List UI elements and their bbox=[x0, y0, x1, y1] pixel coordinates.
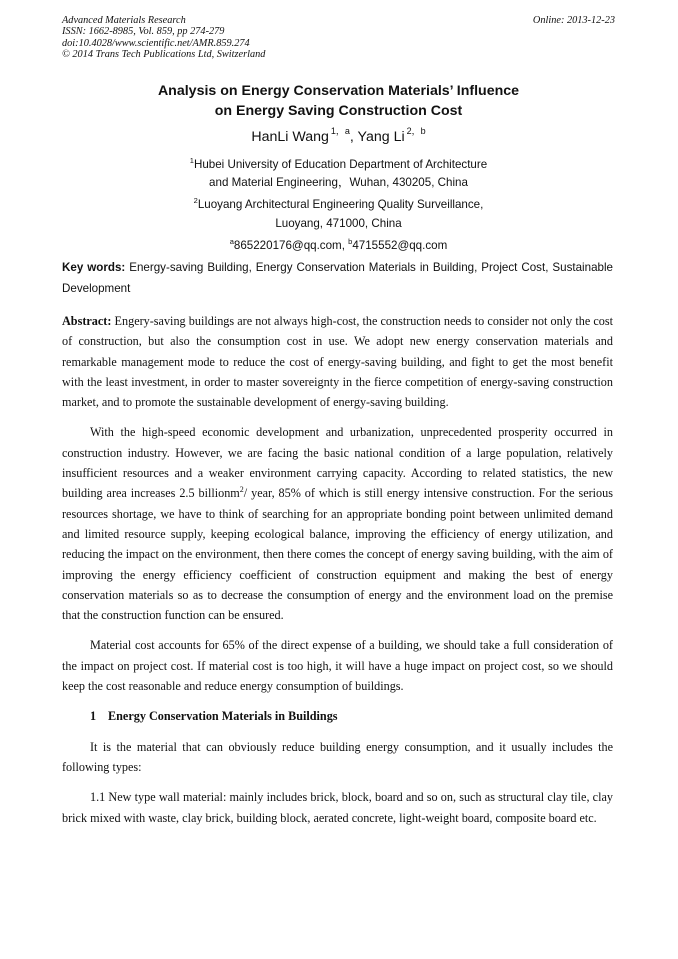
paragraph-material-cost: Material cost accounts for 65% of the direct expense of a building, we should take a full consideration of the impact on project cost. If material cost is too high, it will have a huge impact on project cost, so we should keep the cost reasonable and reduce energy consumption of buildings. bbox=[62, 638, 613, 694]
doi-line: doi:10.4028/www.scientific.net/AMR.859.274 bbox=[62, 37, 250, 49]
copyright-line: © 2014 Trans Tech Publications Ltd, Switzerland bbox=[62, 49, 266, 61]
keywords bbox=[62, 258, 613, 299]
title-line-2: on Energy Saving Construction Cost bbox=[214, 102, 463, 119]
keywords-text: Energy-saving Building, Energy Conservation Materials in Building, Project Cost, Sustainable Development bbox=[62, 261, 613, 295]
page-header bbox=[62, 15, 615, 61]
section-heading bbox=[62, 706, 613, 726]
paper-title bbox=[62, 82, 615, 121]
abstract-label: Abstract: bbox=[62, 314, 112, 328]
body-text bbox=[62, 311, 613, 838]
email-line bbox=[62, 233, 615, 255]
email-a: 865220176@qq.com, bbox=[233, 238, 349, 252]
journal-name: Advanced Materials Research bbox=[62, 15, 186, 26]
author-2-name: Yang Li bbox=[357, 129, 405, 145]
section-title: Energy Conservation Materials in Buildings bbox=[108, 709, 338, 724]
author-1-name: HanLi Wang bbox=[251, 129, 329, 145]
affiliation-1-line-2: and Material Engineering，Wuhan, 430205, China bbox=[209, 176, 468, 190]
section-number: 1 bbox=[90, 709, 97, 724]
email-b-mark: b bbox=[348, 236, 353, 246]
paragraph-intro: With the high-speed economic development and urbanization, unprecedented prosperity occurred in construction industry. However, we are facing the basic national condition of a large population, relatively insufficient resources and a weaker environment carrying capacity. According to related statistics, the new building area increases 2.5 billionm$^2$/ year, 85% of which is still energy intensive construction. For the serious resources shortage, we have to think of searching for an appropriate bonding point between unlimited demand and limited resource supply, keeping ecological balance, improving the efficiency of energy utilization, and reducing the impact on the environment, then there comes the concept of energy saving building, with the aim of improving the energy efficiency coefficient of construction equipment and making the best of energy conservation materials so as to decrease the consumption of energy and the environment load on the premise that the construction function can be ensured. bbox=[62, 425, 613, 623]
email-b: 4715552@qq.com bbox=[352, 238, 448, 252]
email-a-mark: a bbox=[229, 236, 234, 246]
online-date: Online: 2013-12-23 bbox=[532, 15, 615, 26]
author-2-affil-mark: 2，b bbox=[406, 126, 426, 136]
affiliation-2-mark: 2 bbox=[193, 196, 198, 206]
paragraph-section-intro: It is the material that can obviously reduce building energy consumption, and it usually includes the following types: bbox=[62, 739, 613, 774]
affiliation-1-line-1: $^1$Hubei University of Education Department of Architecture bbox=[189, 156, 488, 171]
author-list bbox=[62, 124, 615, 145]
abstract bbox=[62, 311, 613, 412]
superscript-2: 2 bbox=[239, 485, 244, 495]
abstract-text: Engery-saving buildings are not always high-cost, the construction needs to consider not only the cost of construction, but also the consumption cost in use. We adopt new energy conservation materials and remarkable management mode to reduce the cost of energy-saving building, and fight to get the most benefit with the least investment, in order to master sovereignty in the fierce competition of energy-saving construction market, and to promote the sustainable development of energy-saving building. bbox=[62, 314, 613, 410]
issn-line: ISSN: 1662-8985, Vol. 859, pp 274-279 bbox=[62, 26, 225, 38]
author-separator: , bbox=[349, 129, 358, 145]
affiliation-2-line-1: $^2$Luoyang Architectural Engineering Quality Surveillance, bbox=[193, 196, 484, 212]
affiliations bbox=[62, 152, 615, 255]
paragraph-wall-material: 1.1 New type wall material: mainly includes brick, block, board and so on, such as structural clay tile, clay brick mixed with waste, clay brick, building block, aerated concrete, light-weight board, composite board etc. bbox=[62, 790, 613, 825]
keywords-label: Key words: bbox=[62, 261, 126, 274]
title-line-1: Analysis on Energy Conservation Materials’ Influence bbox=[157, 83, 520, 99]
affiliation-1-mark: 1 bbox=[189, 156, 194, 165]
author-1-affil-mark: 1，a bbox=[330, 126, 350, 136]
affiliation-2-line-2: Luoyang, 471000, China bbox=[275, 216, 402, 230]
